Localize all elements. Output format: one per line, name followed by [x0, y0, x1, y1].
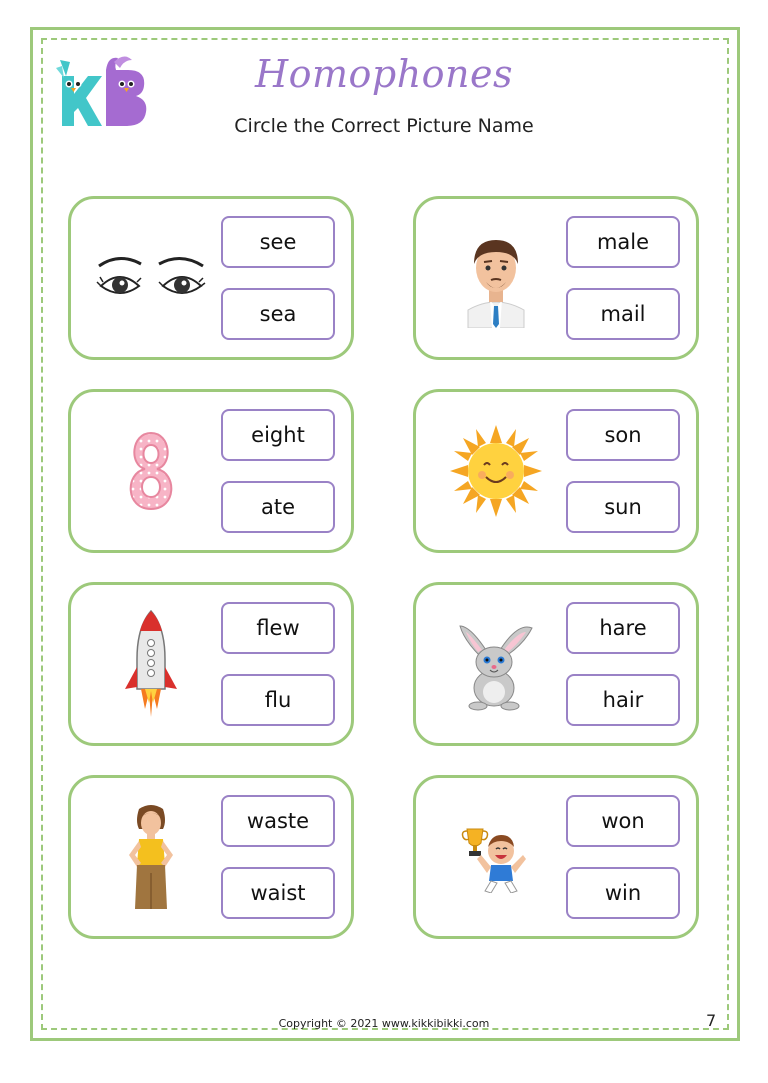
page-subtitle: Circle the Correct Picture Name: [234, 115, 534, 137]
rabbit-icon: [426, 605, 566, 723]
option-waste[interactable]: waste: [221, 795, 335, 847]
option-son[interactable]: son: [566, 409, 680, 461]
option-flu[interactable]: flu: [221, 674, 335, 726]
card-waste-waist: [68, 775, 354, 939]
option-win[interactable]: win: [566, 867, 680, 919]
trophy-boy-icon: [426, 798, 566, 916]
option-sun[interactable]: sun: [566, 481, 680, 533]
card-flew-flu: [68, 582, 354, 746]
card-male-mail: [413, 196, 699, 360]
option-ate[interactable]: ate: [221, 481, 335, 533]
option-sea[interactable]: sea: [221, 288, 335, 340]
option-hair[interactable]: hair: [566, 674, 680, 726]
number-eight-icon: [81, 412, 221, 530]
page-number: 7: [706, 1011, 717, 1030]
man-icon: [426, 219, 566, 337]
card-eight-ate: [68, 389, 354, 553]
card-son-sun: [413, 389, 699, 553]
option-see[interactable]: see: [221, 216, 335, 268]
option-won[interactable]: won: [566, 795, 680, 847]
girl-icon: [81, 798, 221, 916]
eyes-icon: [81, 219, 221, 337]
option-eight[interactable]: eight: [221, 409, 335, 461]
page-title: Homophones: [254, 52, 514, 96]
card-won-win: [413, 775, 699, 939]
card-hare-hair: [413, 582, 699, 746]
sun-icon: [426, 412, 566, 530]
option-male[interactable]: male: [566, 216, 680, 268]
option-mail[interactable]: mail: [566, 288, 680, 340]
card-see-sea: [68, 196, 354, 360]
rocket-icon: [81, 605, 221, 723]
option-flew[interactable]: flew: [221, 602, 335, 654]
copyright-text: Copyright © 2021 www.kikkibikki.com: [278, 1017, 490, 1030]
option-waist[interactable]: waist: [221, 867, 335, 919]
option-hare[interactable]: hare: [566, 602, 680, 654]
